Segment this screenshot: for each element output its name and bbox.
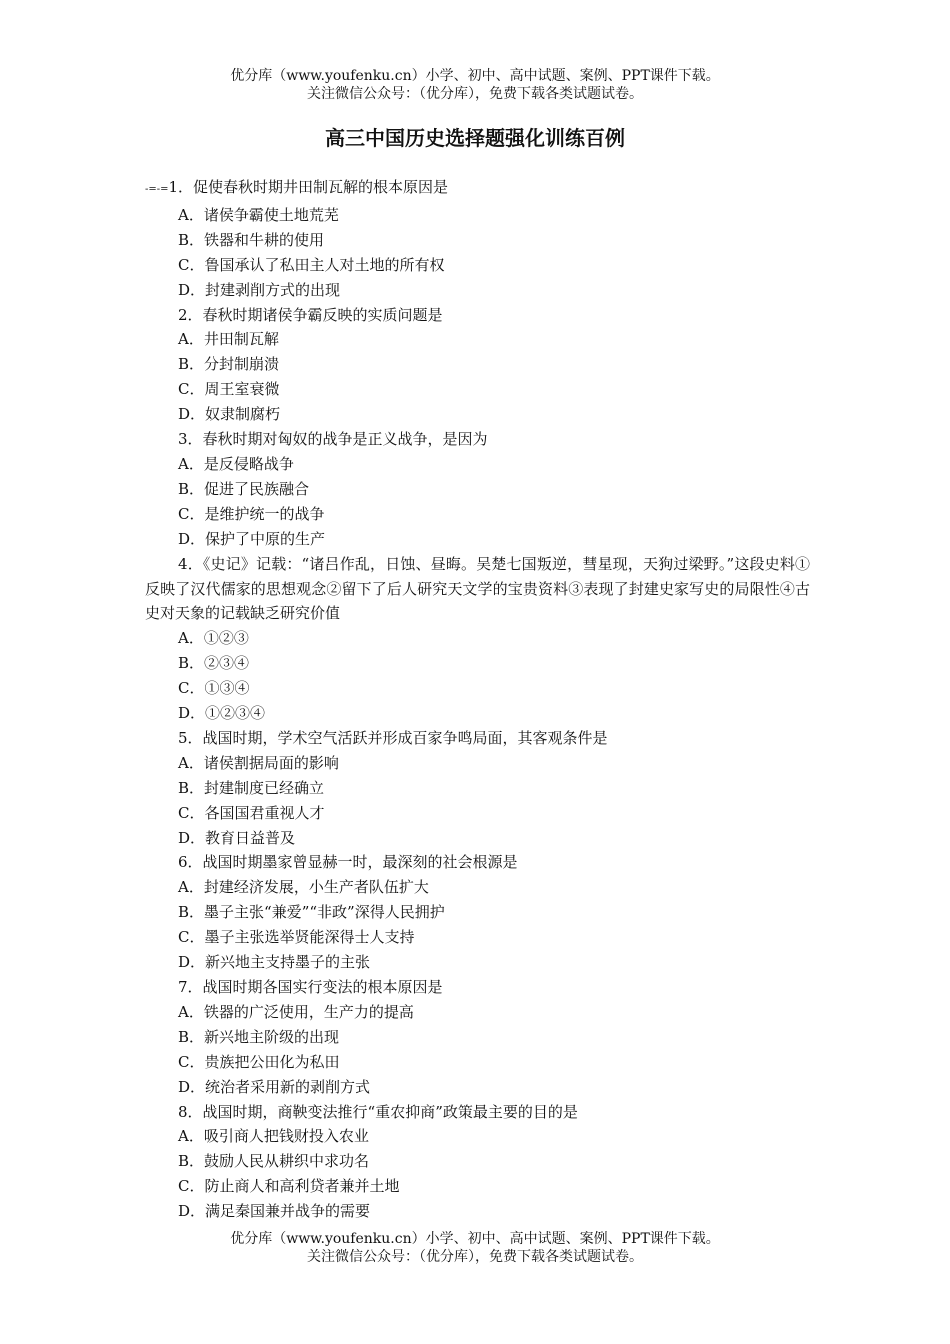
question-stem: 7．战国时期各国实行变法的根本原因是 xyxy=(178,978,443,996)
option-a: A．封建经济发展，小生产者队伍扩大 xyxy=(178,878,429,897)
page-title: 高三中国历史选择题强化训练百例 xyxy=(325,126,625,150)
option-a: A．铁器的广泛使用，生产力的提高 xyxy=(178,1002,414,1021)
option-c: C．周王室衰微 xyxy=(178,380,280,399)
option-c: C．①③④ xyxy=(178,679,250,698)
question-stem: 6．战国时期墨家曾显赫一时，最深刻的社会根源是 xyxy=(178,853,518,872)
page-footer xyxy=(0,1230,950,1266)
question-stem: 8．战国时期，商鞅变法推行“重农抑商”政策最主要的目的是 xyxy=(178,1102,578,1121)
question-stem: 5．战国时期，学术空气活跃并形成百家争鸣局面，其客观条件是 xyxy=(178,728,608,747)
option-c: C．是维护统一的战争 xyxy=(178,504,325,523)
footer-line-2: 关注微信公众号：（优分库），免费下载各类试题试卷。 xyxy=(307,1249,643,1265)
option-a: A．是反侵略战争 xyxy=(178,454,294,473)
option-d: D．新兴地主支持墨子的主张 xyxy=(178,953,371,972)
header-line-2: 关注微信公众号：（优分库），免费下载各类试题试卷。 xyxy=(307,86,643,102)
list-marker: -=-= xyxy=(145,184,169,195)
option-b: B．②③④ xyxy=(178,654,250,673)
question-stem: 3．春秋时期对匈奴的战争是正义战争，是因为 xyxy=(178,430,488,449)
option-c: C．鲁国承认了私田主人对土地的所有权 xyxy=(178,255,445,274)
option-a: A．诸侯争霸使土地荒芜 xyxy=(178,205,339,224)
option-d: D．奴隶制腐朽 xyxy=(178,405,281,424)
question-stem: -=-=1．促使春秋时期井田制瓦解的根本原因是 xyxy=(145,178,449,196)
option-b: B．新兴地主阶级的出现 xyxy=(178,1027,340,1046)
option-b: B．促进了民族融合 xyxy=(178,479,310,498)
option-c: C．各国国君重视人才 xyxy=(178,803,325,822)
option-b: B．鼓励人民从耕织中求功名 xyxy=(178,1152,370,1171)
option-a: A．①②③ xyxy=(178,629,249,648)
option-a: A．诸侯割据局面的影响 xyxy=(178,753,339,772)
question-stem: 2．春秋时期诸侯争霸反映的实质问题是 xyxy=(178,305,443,324)
page-header xyxy=(0,67,950,103)
option-a: A．吸引商人把钱财投入农业 xyxy=(178,1127,369,1146)
option-c: C．贵族把公田化为私田 xyxy=(178,1052,340,1071)
option-a: A．井田制瓦解 xyxy=(178,330,279,349)
option-b: B．铁器和牛耕的使用 xyxy=(178,230,325,249)
option-d: D．封建剥削方式的出现 xyxy=(178,280,341,299)
option-c: C．墨子主张选举贤能深得士人支持 xyxy=(178,928,415,947)
option-d: D．满足秦国兼并战争的需要 xyxy=(178,1202,371,1221)
option-b: B．分封制崩溃 xyxy=(178,355,280,374)
question-stem: 4．《史记》记载：“诸吕作乱，日蚀、昼晦。吴楚七国叛逆，彗星现，天狗过梁野。”这段史料①反映了汉代儒家的思想观念②留下了后人研究天文学的宝贵资料③表现了封建史家写史的局限性④古史对天象的记载缺乏研究价值 xyxy=(145,554,810,623)
header-line-1: 优分库（www.youfenku.cn）小学、初中、高中试题、案例、PPT课件下载。 xyxy=(230,68,720,84)
option-d: D．教育日益普及 xyxy=(178,828,296,847)
option-d: D．统治者采用新的剥削方式 xyxy=(178,1077,371,1096)
option-d: D．①②③④ xyxy=(178,704,266,723)
option-b: B．墨子主张“兼爱”“非政”深得人民拥护 xyxy=(178,903,445,922)
footer-line-1: 优分库（www.youfenku.cn）小学、初中、高中试题、案例、PPT课件下载。 xyxy=(230,1231,720,1247)
option-d: D．保护了中原的生产 xyxy=(178,529,326,548)
question-list xyxy=(145,175,810,1224)
option-c: C．防止商人和高利贷者兼并土地 xyxy=(178,1177,400,1196)
option-b: B．封建制度已经确立 xyxy=(178,778,325,797)
